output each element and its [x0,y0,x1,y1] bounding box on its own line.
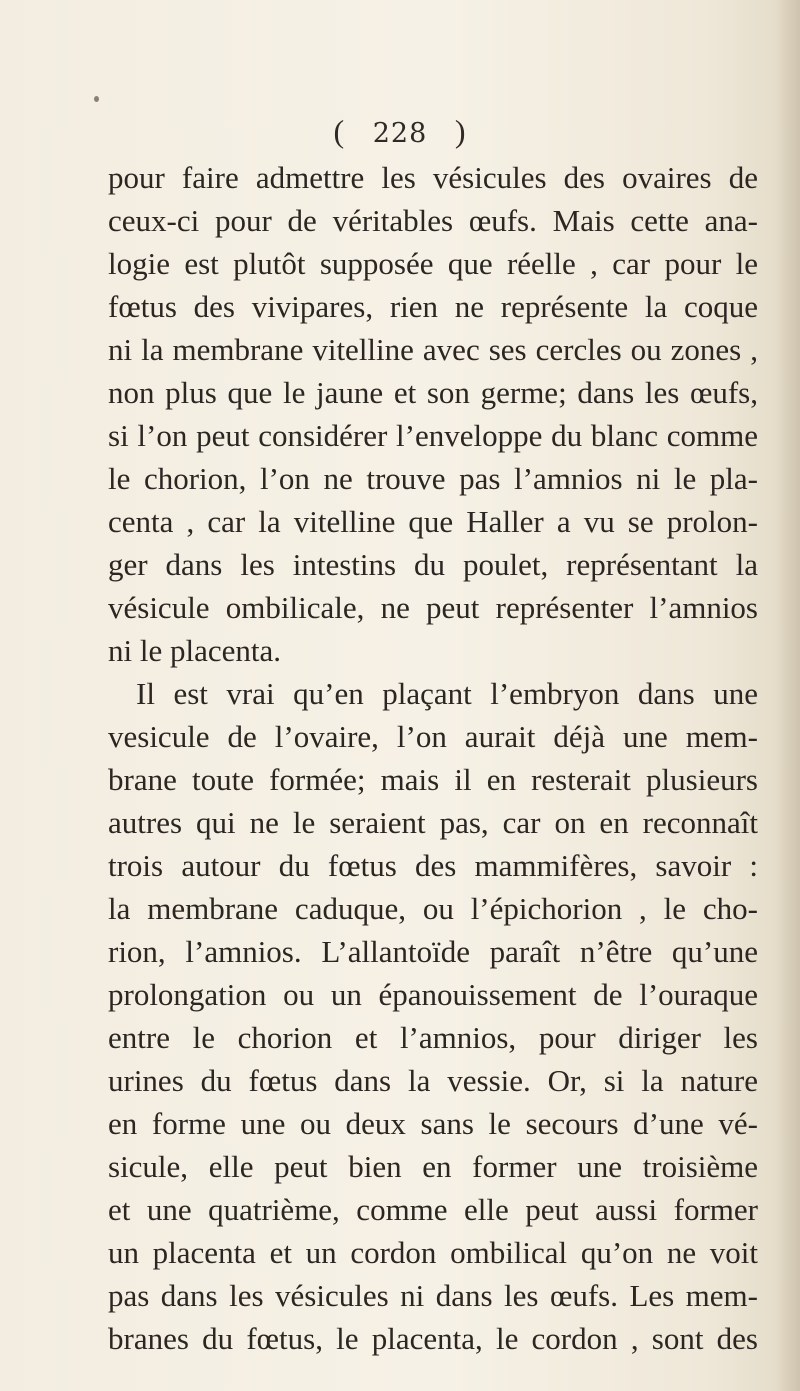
text-line-25: et une quatrième, comme elle peut aussi former [108,1192,758,1227]
text-line-7: si l’on peut considérer l’enveloppe du blanc comme [108,418,758,453]
text-line-14: vesicule de l’ovaire, l’on aurait déjà une mem- [108,719,758,754]
text-line-20: prolongation ou un épanouissement de l’ouraque [108,977,758,1012]
text-line-18: la membrane caduque, ou l’épichorion , le cho- [108,891,758,926]
text-line-22: urines du fœtus dans la vessie. Or, si la nature [108,1063,758,1098]
page-edge-shadow [774,0,800,1391]
ink-speck [94,96,99,102]
text-line-9: centa , car la vitelline que Haller a vu se prolon- [108,504,758,539]
text-line-24: sicule, elle peut bien en former une troisième [108,1149,758,1184]
text-line-10: ger dans les intestins du poulet, représentant la [108,547,758,582]
text-line-2: ceux-ci pour de véritables œufs. Mais cette ana- [108,203,758,238]
text-line-3: logie est plutôt supposée que réelle , car pour le [108,246,758,281]
text-line-4: fœtus des vivipares, rien ne représente la coque [108,289,758,324]
text-line-12: ni le placenta. [108,633,281,668]
page-number-close-paren: ) [454,113,467,149]
text-line-23: en forme une ou deux sans le secours d’une vé- [108,1106,758,1141]
page-number-open-paren: ( [333,113,346,149]
page-number-header [0,113,800,150]
text-line-15: brane toute formée; mais il en resterait plusieurs [108,762,758,797]
text-line-26: un placenta et un cordon ombilical qu’on ne voit [108,1235,758,1270]
text-line-8: le chorion, l’on ne trouve pas l’amnios ni le pla- [108,461,758,496]
text-line-27: pas dans les vésicules ni dans les œufs. Les mem- [108,1278,758,1313]
text-line-11: vésicule ombilicale, ne peut représenter l’amnios [108,590,758,625]
text-line-28: branes du fœtus, le placenta, le cordon , sont des [108,1321,758,1356]
page-number: 228 [372,118,428,149]
text-line-21: entre le chorion et l’amnios, pour diriger les [108,1020,758,1055]
text-line-5: ni la membrane vitelline avec ses cercles ou zones , [108,332,758,367]
text-line-17: trois autour du fœtus des mammifères, savoir : [108,848,758,883]
text-line-19: rion, l’amnios. L’allantoïde paraît n’être qu’une [108,934,758,969]
text-line-6: non plus que le jaune et son germe; dans les œufs, [108,375,758,410]
text-line-13: Il est vrai qu’en plaçant l’embryon dans une [136,676,758,711]
text-line-16: autres qui ne le seraient pas, car on en reconnaît [108,805,758,840]
body-text [108,156,758,1360]
text-line-1: pour faire admettre les vésicules des ovaires de [108,160,758,195]
